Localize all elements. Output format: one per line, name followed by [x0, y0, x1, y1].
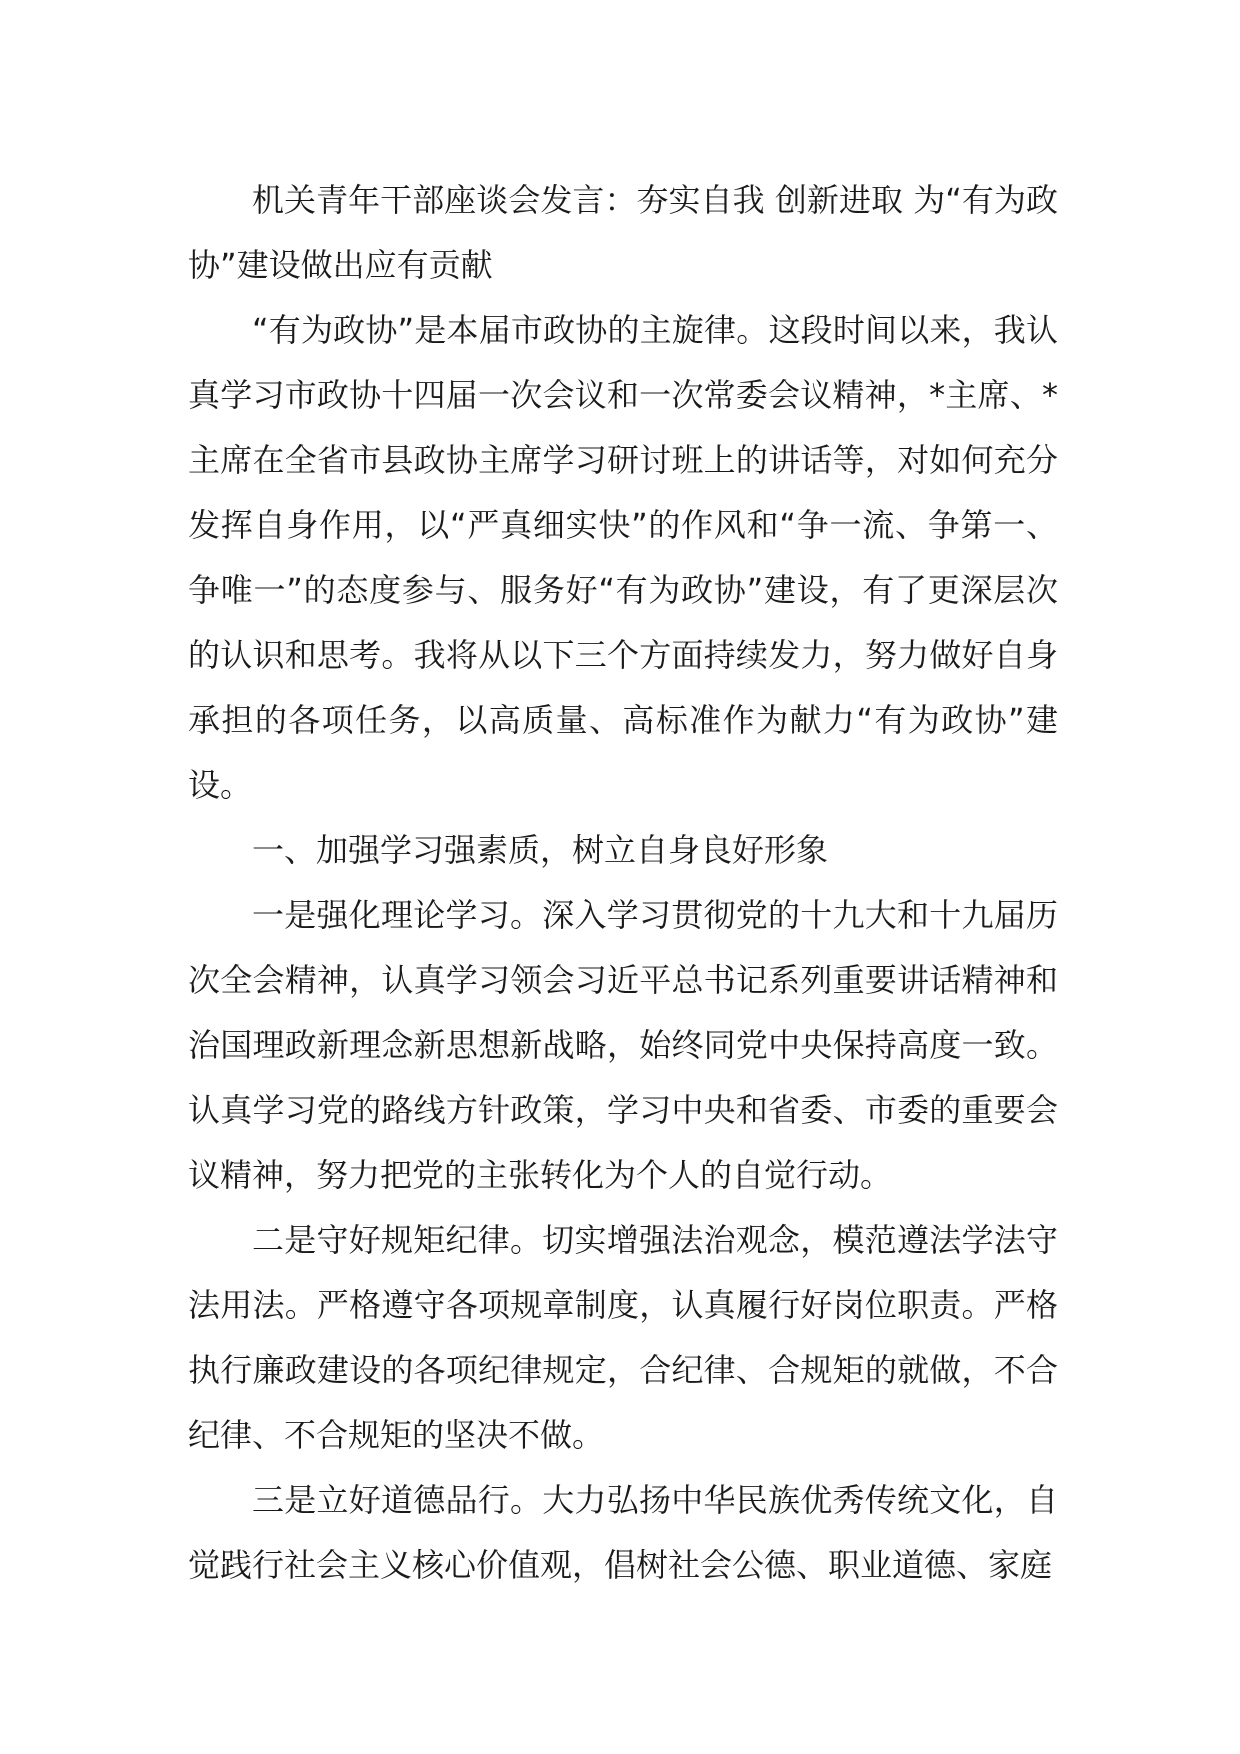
paragraph-moral-conduct: 三是立好道德品行。大力弘扬中华民族优秀传统文化，自觉践行社会主义核心价值观，倡树社会公德、职业道德、家庭 [188, 1481, 1058, 1584]
section-heading-1: 一、加强学习强素质，树立自身良好形象 [252, 831, 829, 869]
paragraph-theory-study: 一是强化理论学习。深入学习贯彻党的十九大和十九届历次全会精神，认真学习领会习近平总书记系列重要讲话精神和治国理政新理念新思想新战略，始终同党中央保持高度一致。认真学习党的路线方针政策，学习中央和省委、市委的重要会议精神，努力把党的主张转化为个人的自觉行动。 [188, 896, 1058, 1194]
paragraph-intro: “有为政协”是本届市政协的主旋律。这段时间以来，我认真学习市政协十四届一次会议和一次常委会议精神，*主席、*主席在全省市县政协主席学习研讨班上的讲话等，对如何充分发挥自身作用，以“严真细实快”的作风和“争一流、争第一、争唯一”的态度参与、服务好“有为政协”建设，有了更深层次的认识和思考。我将从以下三个方面持续发力，努力做好自身承担的各项任务，以高质量、高标准作为献力“有为政协”建设。 [188, 311, 1058, 804]
document-body [188, 168, 1058, 1598]
paragraph-rules-discipline: 二是守好规矩纪律。切实增强法治观念，模范遵法学法守法用法。严格遵守各项规章制度，认真履行好岗位职责。严格执行廉政建设的各项纪律规定，合纪律、合规矩的就做，不合纪律、不合规矩的坚决不做。 [188, 1221, 1058, 1454]
document-title: 机关青年干部座谈会发言：夯实自我 创新进取 为“有为政协”建设做出应有贡献 [188, 181, 1058, 284]
